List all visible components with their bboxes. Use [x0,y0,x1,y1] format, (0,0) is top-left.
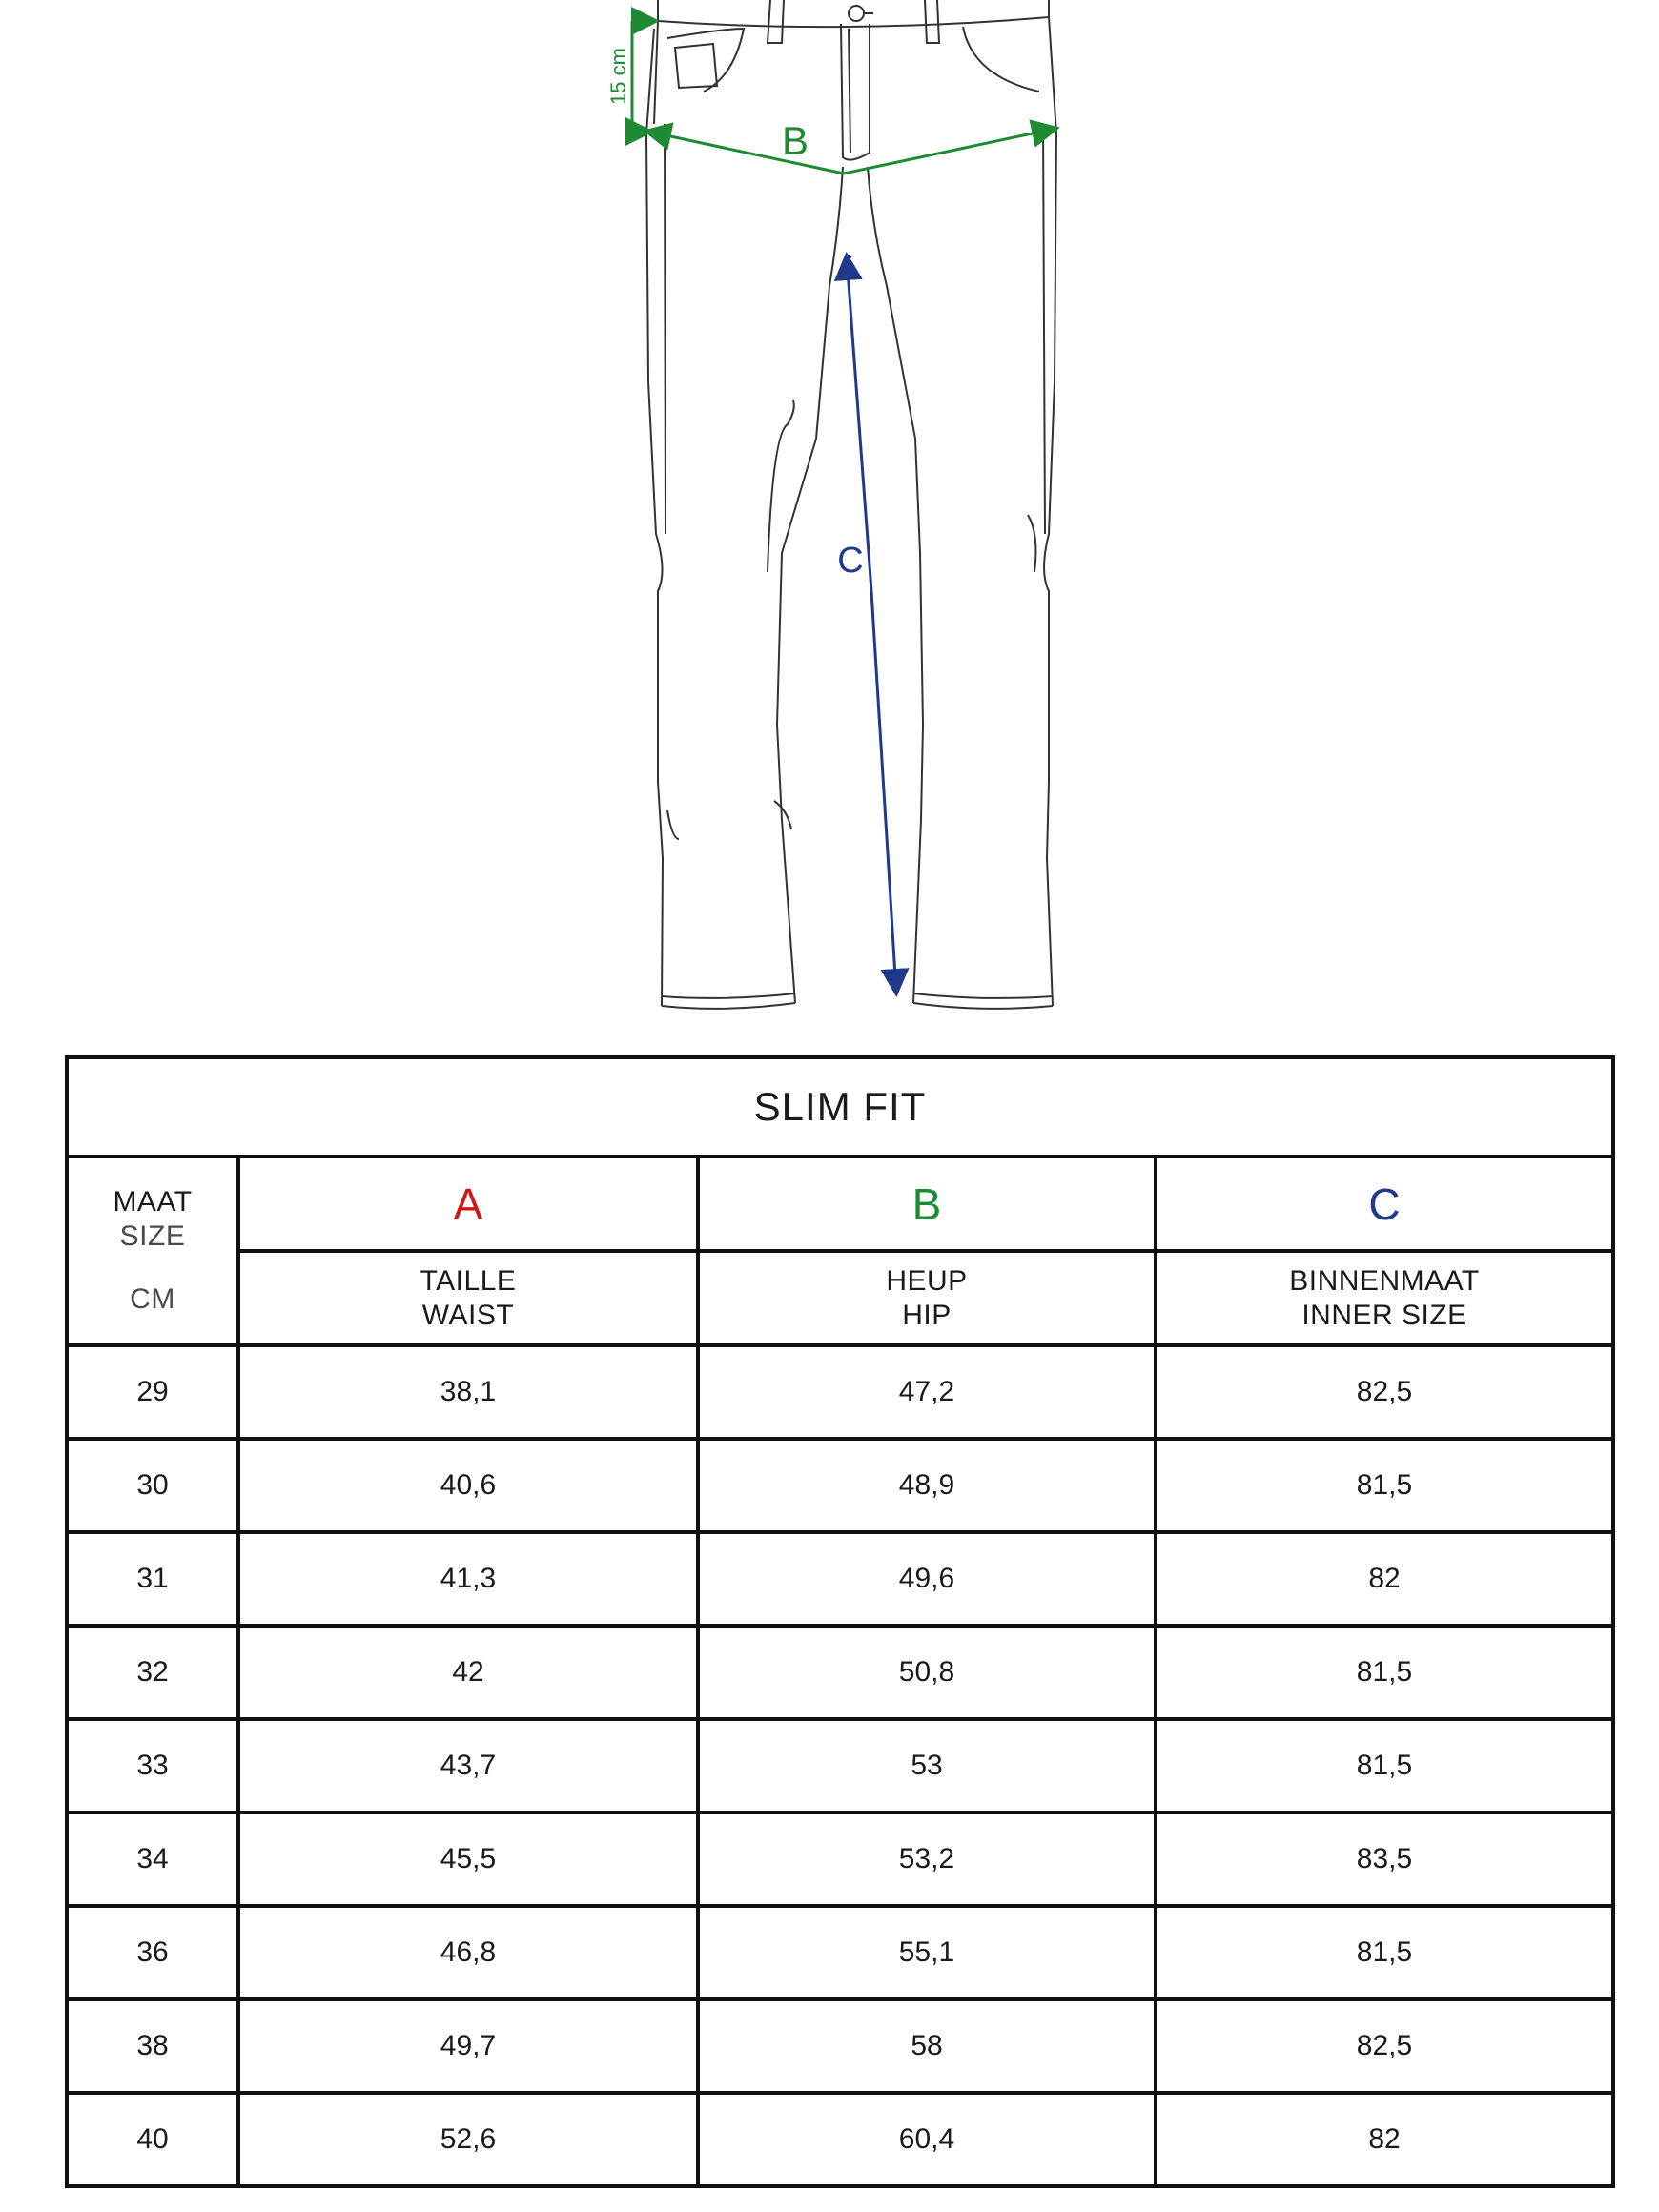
inner-size-cell: 81,5 [1156,1626,1613,1719]
inner-size-cell: 82 [1156,2093,1613,2186]
hip-cell: 50,8 [698,1626,1156,1719]
hip-cell: 55,1 [698,1906,1156,1999]
waist-cell: 49,7 [238,1999,698,2093]
waist-cell: 40,6 [238,1439,698,1532]
size-header-unit: CM [130,1283,175,1315]
size-column-header [67,1157,238,1345]
table-row [67,1906,1613,1999]
waist-cell: 52,6 [238,2093,698,2186]
waist-cell: 43,7 [238,1719,698,1813]
table-title: SLIM FIT [67,1057,1613,1157]
size-cell: 34 [67,1813,238,1906]
column-letter-a: A [238,1157,698,1251]
hip-cell: 53 [698,1719,1156,1813]
measure-15cm-label: 15 cm [606,48,630,105]
table-row [67,1626,1613,1719]
hip-cell: 49,6 [698,1532,1156,1626]
column-label-line1: HEUP [886,1264,968,1297]
table-row [67,2093,1613,2186]
hip-cell: 53,2 [698,1813,1156,1906]
size-chart-table [65,1055,1615,2188]
table-row [67,1345,1613,1439]
label-c: C [837,541,864,581]
waist-cell: 42 [238,1626,698,1719]
column-label-line2: HIP [902,1299,952,1331]
size-chart-body [67,1345,1613,2186]
waist-cell: 46,8 [238,1906,698,1999]
inner-size-cell: 81,5 [1156,1719,1613,1813]
size-cell: 33 [67,1719,238,1813]
label-b: B [781,118,809,163]
table-row [67,1532,1613,1626]
waist-cell: 41,3 [238,1532,698,1626]
inner-size-cell: 81,5 [1156,1439,1613,1532]
table-row [67,1719,1613,1813]
size-header-line2: SIZE [119,1220,186,1252]
column-label-line1: BINNENMAAT [1289,1264,1480,1297]
size-cell: 38 [67,1999,238,2093]
hip-cell: 47,2 [698,1345,1156,1439]
column-label-inner-size [1156,1251,1613,1345]
inner-length-measure-c [837,256,896,992]
jeans-outline [646,0,1056,1009]
waist-cell: 45,5 [238,1813,698,1906]
column-label-line2: INNER SIZE [1301,1299,1467,1331]
column-letter-c: C [1156,1157,1613,1251]
jeans-measurement-diagram [0,0,1659,1030]
inner-size-cell: 82,5 [1156,1999,1613,2093]
size-header-line1: MAAT [113,1186,193,1218]
inner-size-cell: 82,5 [1156,1345,1613,1439]
hip-cell: 48,9 [698,1439,1156,1532]
column-label-waist [238,1251,698,1345]
column-letter-b: B [698,1157,1156,1251]
column-label-line1: TAILLE [420,1264,517,1297]
table-row [67,1813,1613,1906]
hip-measure-b [648,118,1055,174]
size-cell: 31 [67,1532,238,1626]
hip-cell: 60,4 [698,2093,1156,2186]
size-cell: 36 [67,1906,238,1999]
inner-size-cell: 83,5 [1156,1813,1613,1906]
size-cell: 30 [67,1439,238,1532]
waist-cell: 38,1 [238,1345,698,1439]
hip-cell: 58 [698,1999,1156,2093]
inner-size-cell: 81,5 [1156,1906,1613,1999]
table-row [67,1999,1613,2093]
size-cell: 29 [67,1345,238,1439]
size-cell: 32 [67,1626,238,1719]
inner-size-cell: 82 [1156,1532,1613,1626]
column-label-line2: WAIST [421,1299,515,1331]
size-cell: 40 [67,2093,238,2186]
table-row [67,1439,1613,1532]
column-label-hip [698,1251,1156,1345]
